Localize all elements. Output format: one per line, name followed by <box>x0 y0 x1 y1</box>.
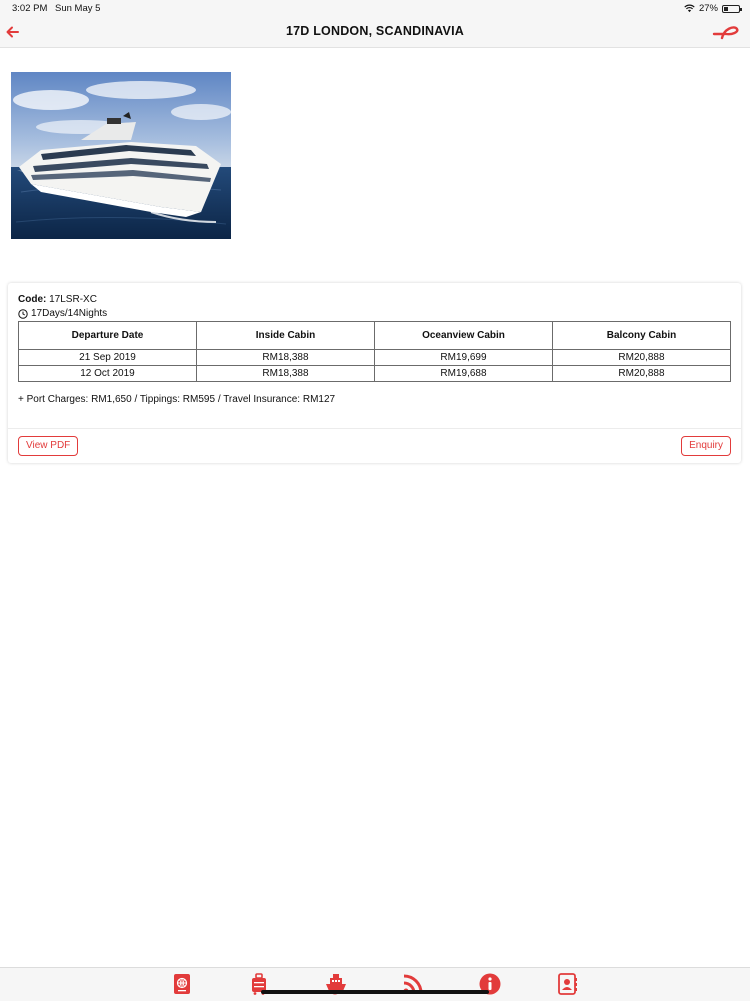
battery-percent: 27% <box>698 3 718 14</box>
status-right-group <box>684 3 740 14</box>
package-duration <box>18 308 107 319</box>
card-divider <box>8 428 741 429</box>
view-pdf-button[interactable]: View PDF <box>18 436 78 456</box>
column-header-balcony-cabin: Balcony Cabin <box>553 322 731 350</box>
inside-cabin-price: RM18,388 <box>197 366 375 382</box>
contacts-icon[interactable] <box>555 972 579 996</box>
column-header-inside-cabin: Inside Cabin <box>197 322 375 350</box>
price-table-header-row <box>19 322 731 350</box>
price-table <box>18 321 731 382</box>
column-header-oceanview-cabin: Oceanview Cabin <box>375 322 553 350</box>
home-indicator <box>261 990 489 994</box>
inside-cabin-price: RM18,388 <box>197 350 375 366</box>
duration-text: 17Days/14Nights <box>31 308 108 319</box>
status-date: Sun May 5 <box>55 3 101 14</box>
table-row <box>19 366 731 382</box>
code-label: Code: <box>18 294 47 305</box>
navigation-bar <box>0 18 750 48</box>
balcony-cabin-price: RM20,888 <box>553 366 731 382</box>
status-bar <box>0 0 750 18</box>
column-header-departure-date: Departure Date <box>19 322 197 350</box>
brand-logo-icon[interactable] <box>712 21 740 43</box>
passport-icon[interactable] <box>170 972 194 996</box>
clock-icon <box>18 309 28 319</box>
page-title: 17D LONDON, SCANDINAVIA <box>286 24 464 38</box>
bottom-tab-bar <box>0 967 750 1001</box>
code-value: 17LSR-XC <box>49 294 97 305</box>
departure-date-cell: 21 Sep 2019 <box>19 350 197 366</box>
status-time: 3:02 PM <box>12 3 48 14</box>
departure-date-cell: 12 Oct 2019 <box>19 366 197 382</box>
package-card <box>8 283 741 463</box>
ship-photo <box>11 72 231 239</box>
oceanview-cabin-price: RM19,688 <box>375 366 553 382</box>
battery-icon <box>722 5 740 13</box>
oceanview-cabin-price: RM19,699 <box>375 350 553 366</box>
wifi-icon <box>684 4 695 13</box>
balcony-cabin-price: RM20,888 <box>553 350 731 366</box>
table-row <box>19 350 731 366</box>
package-code <box>18 294 97 305</box>
enquiry-button[interactable]: Enquiry <box>681 436 731 456</box>
additional-charges-note: + Port Charges: RM1,650 / Tippings: RM595 / Travel Insurance: RM127 <box>18 394 336 405</box>
